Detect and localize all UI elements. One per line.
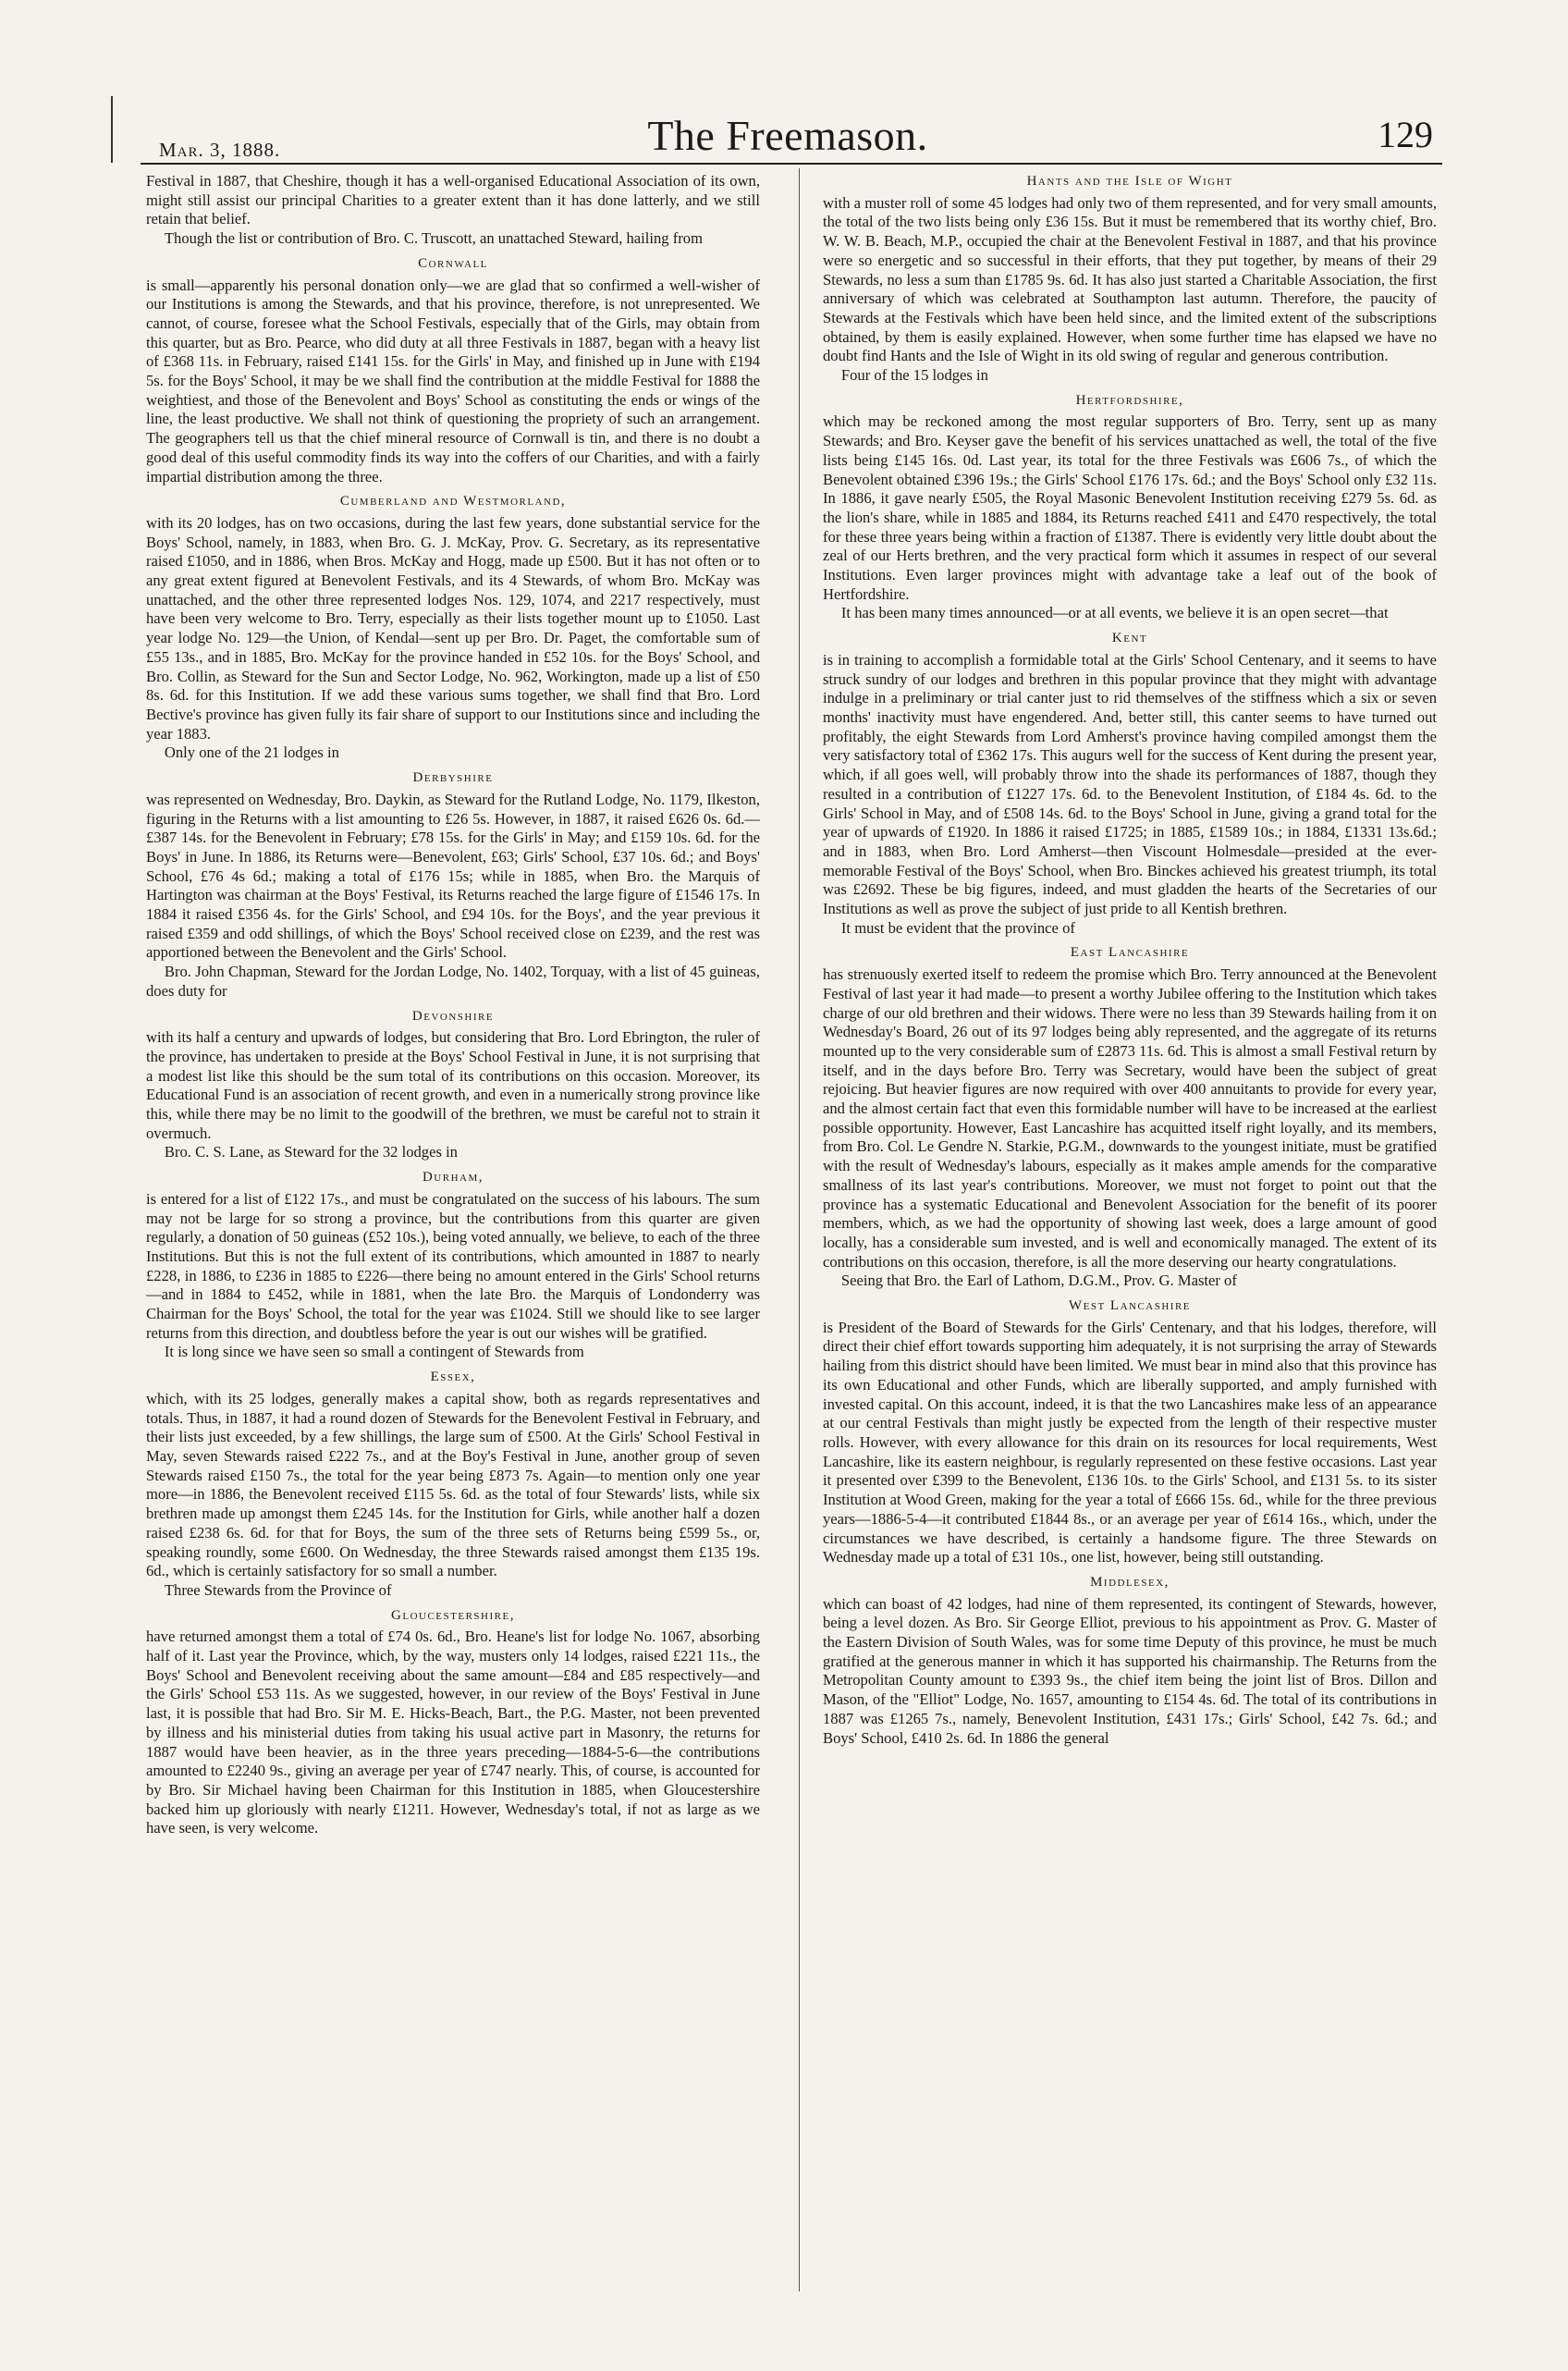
paragraph: is entered for a list of £122 17s., and must be congratulated on the success of his labours. The sum may not be large for so strong a province, but the contributions from this quarter are given regularly, a donation of 50 guineas (£52 10s.), being voted annually, we believe, to each of the three Institutions. But this is not the full extent of its contributions, which amounted in 1887 to nearly £228, in 1886, to £236 in 1885 to £226—there being no amount entered in the Girls' School returns—and in 1884 to £452, while in 1881, when the late Bro. the Marquis of Londonderry was Chairman for the Boys' School, the total for the year was £1024. Still we should like to see larger returns from this direction, and doubtless before the year is out our wishes will be gratified.	[146, 1189, 760, 1342]
section-heading-cumberland: Cumberland and Westmorland,	[339, 494, 567, 510]
paragraph: Bro. C. S. Lane, as Steward for the 32 lodges in	[164, 1143, 458, 1161]
paragraph: is in training to accomplish a formidable total at the Girls' School Centenary, and it seems to have struck sundry of our lodges and brethren in this popular province that they might with advantage indulge in a preliminary or trial canter just to rid themselves of the stiffness which a six or seven months' inactivity must have engendered. And, better still, this canter seems to have turned out profitably, the eight Stewards from Lord Amherst's province having compiled amongst them the very satisfactory total of £362 17s. This augurs well for the success of Kent during the present year, which, if all goes well, will probably throw into the shade its performances of 1887, though they resulted in a contribution of £1227 17s. 6d. to the Benevolent Institution, of £184 4s. 6d. to the Girls' School in May, and of £508 14s. 6d. to the Boys' School in June, giving a grand total for the year of upwards of £1920. In 1886 it raised £1725; in 1885, £1589 10s.; in 1884, £1331 13s.6d.; and in 1883, when Bro. Lord Amherst—then Viscount Holmesdale—presided at the ever-memorable Festival of the Boys' School, when Bro. Binckes achieved his greatest triumph, its total was £2692. These be big figures, indeed, and must gladden the hearts of the Secretaries of our Institutions as well as prove the subject of just pride to all Kentish brethren.	[823, 650, 1437, 918]
margin-rule	[111, 96, 113, 163]
paragraph: with a muster roll of some 45 lodges had only two of them represented, and for very small amounts, the total of the two lists being only £36 15s. But it must be remembered that its worthy chief, Bro. W. W. B. Beach, M.P., occupied the chair at the Benevolent Festival in 1887, and that his province were so energetic and so successful in their efforts, that they put together, by means of their 29 Stewards, no less a sum than £1785 9s. 6d. It has also just started a Charitable Association, the first anniversary of which was celebrated at Southampton last autumn. Therefore, the paucity of Stewards at the Festivals which have been held since, and the limited extent of the subscriptions obtained, by them is easily explained. However, when some further time has elapsed we have no doubt find Hants and the Isle of Wight in its old swing of regular and generous contribution.	[823, 193, 1437, 365]
paragraph: which, with its 25 lodges, generally makes a capital show, both as regards representatives and totals. Thus, in 1887, it had a round dozen of Stewards for the Benevolent Festival in February, and their lists just exceeded, by a few shillings, the large sum of £500. At the Girls' School Festival in May, seven Stewards raised £222 7s., and at the Boy's Festival in June, another group of seven Stewards raised £150 7s., the total for the year being £873 7s. Again—to mention only one year more—in 1886, the Benevolent received £115 5s. 6d. as the total of four Stewards' lists, while six brethren made up amongst them £245 14s. for the Institution for Girls, while another half a dozen raised £238 6s. 6d. for that for Boys, the sum of the three sets of Returns being £599 5s., or, speaking roundly, some £600. On Wednesday, the three Stewards raised amongst them £135 19s. 6d., which is certainly satisfactory for so small a number.	[146, 1389, 760, 1580]
section-heading-kent: Kent	[1111, 631, 1148, 646]
header-rule	[141, 163, 1442, 165]
section-heading-middlesex: Middlesex,	[1090, 1574, 1170, 1590]
paragraph: Seeing that Bro. the Earl of Lathom, D.G.M., Prov. G. Master of	[840, 1271, 1237, 1290]
paragraph: Bro. John Chapman, Steward for the Jordan Lodge, No. 1402, Torquay, with a list of 45 guineas, does duty for	[146, 963, 760, 1000]
paragraph: Festival in 1887, that Cheshire, though it has a well-organised Educational Association of its own, might still assist our principal Charities to a greater extent than it has done latterly, and we still retain that belief.	[146, 172, 760, 228]
section-heading-derbyshire: Derbyshire	[412, 770, 494, 786]
masthead	[131, 111, 1444, 163]
paragraph: It must be evident that the province of	[840, 918, 1075, 937]
section-heading-hants: Hants and the Isle of Wight	[1026, 174, 1233, 189]
section-heading-hertfordshire: Hertfordshire,	[1075, 392, 1184, 408]
paragraph: which can boast of 42 lodges, had nine of them represented, its contingent of Stewards, however, being a level dozen. As Bro. Sir George Elliot, previous to his appointment as Prov. G. Master of the Eastern Division of South Wales, was for some time Deputy of this province, he must be much gratified at the generous manner in which it has supported his chairmanship. The Returns from the Metropolitan County amount to £393 9s., the chief item being the joint list of Bros. Dillon and Mason, of the "Elliot" Lodge, No. 1657, amounting to £154 4s. 6d. The total of its contributions in 1887 was £1265 7s., namely, Benevolent Institution, £431 17s.; Girls' School, £42 7s. 6d.; and Boys' School, £410 2s. 6d. In 1886 the general	[823, 1594, 1437, 1747]
paragraph: It is long since we have seen so small a contingent of Stewards from	[164, 1343, 584, 1361]
left-column	[146, 172, 760, 1838]
paragraph: is President of the Board of Stewards for the Girls' Centenary, and that his lodges, therefore, will direct their chief effort towards supporting him adequately, it is not surprising the array of Stewards hailing from this district should have been limited. We must bear in mind also that this province has its own Educational and other Funds, which are liberally supported, and amply furnished with invested capital. On this account, indeed, it is that the two Lancashires make less of an appearance at our central Festivals than might justly be expected from the length of their respective muster rolls. However, with every allowance for this drain on its resources for local requirements, West Lancashire, like its eastern neighbour, is regularly represented on these festive occasions. Last year it presented over £399 to the Benevolent, £136 10s. to the Girls' School, and £131 5s. to its sister Institution at Wood Green, making for the year a total of £666 15s. 6d., while for the three previous years—1886-5-4—it contributed £1844 8s., or an average per year of £614 16s., which, under the circumstances we have described, is certainly a handsome figure. The three Stewards on Wednesday made up a total of £31 10s., one list, however, being still outstanding.	[823, 1318, 1437, 1566]
section-heading-west-lancashire: West Lancashire	[1068, 1298, 1192, 1314]
paragraph: Three Stewards from the Province of	[164, 1580, 392, 1599]
column-rule	[799, 168, 800, 2291]
section-heading-cornwall: Cornwall	[418, 255, 488, 271]
paragraph: with its half a century and upwards of lodges, but considering that Bro. Lord Ebrington, the ruler of the province, has undertaken to preside at the Boys' School Festival in June, it is not surprising that a modest list like this should be the sum total of its contributions on this occasion. Moreover, its Educational Fund is an association of recent growth, and even in a numerically strong province like this, while there may be no limit to the goodwill of the brethren, we must be careful not to strain it overmuch.	[146, 1028, 760, 1142]
section-heading-gloucestershire: Gloucestershire,	[391, 1607, 515, 1623]
newspaper-title: The Freemason.	[647, 112, 928, 159]
issue-date: Mar. 3, 1888.	[159, 139, 281, 161]
section-heading-durham: Durham,	[422, 1170, 484, 1186]
section-heading-east-lancashire: East Lancashire	[1070, 945, 1190, 961]
paragraph: with its 20 lodges, has on two occasions, during the last few years, done substantial service for the Boys' School, namely, in 1883, when Bro. G. J. McKay, Prov. G. Secretary, as its representative raised £1050, and in 1886, when Bros. McKay and Hogg, made up £500. But it has not often or to any great extent figured at Benevolent Festivals, and its 4 Stewards, of whom Bro. McKay was unattached, and the other three represented lodges Nos. 129, 1074, and 2217 respectively, must have been very welcome to Bro. Terry, especially as their lists together mount up to £1050. Last year lodge No. 129—the Union, of Kendal—sent up per Bro. Dr. Paget, the comfortable sum of £55 13s., and in 1885, Bro. McKay for the province handed in £52 10s. for the Boys' School, and Bro. Collin, as Steward for the Sun and Sector Lodge, No. 962, Workington, made up a list of £50 8s. 6d. for this Institution. If we add these various sums together, we shall find that Bro. Lord Bective's province has given fully its fair share of support to our Institutions since and including the year 1883.	[146, 513, 760, 743]
paragraph: Four of the 15 lodges in	[840, 366, 988, 385]
right-column	[823, 172, 1437, 1748]
paragraph: It has been many times announced—or at all events, we believe it is an open secret—that	[840, 604, 1389, 622]
paragraph: Only one of the 21 lodges in	[164, 743, 339, 762]
paragraph: which may be reckoned among the most regular supporters of Bro. Terry, sent up as many Stewards; and Bro. Keyser gave the benefit of his services unattached as well, the total of the five lists being £145 16s. 0d. Last year, its total for the three Festivals was £606 7s., of which the Benevolent obtained £396 19s.; the Girls' School £176 17s. 6d.; and the Boys' School only £32 11s. In 1886, it gave nearly £505, the Royal Masonic Benevolent Institution receiving £279 5s. 6d. as the lion's share, while in 1885 and 1884, its Returns reached £411 and £470 respectively, the total for these three years being within a fraction of £1387. There is evidently very little doubt about the zeal of our Herts brethren, and the very practical form which it assumes in respect of our several Institutions. Even larger provinces might with advantage take a leaf out of the book of Hertfordshire.	[823, 412, 1437, 603]
section-heading-devonshire: Devonshire	[411, 1008, 495, 1024]
section-heading-essex: Essex,	[430, 1370, 476, 1385]
paragraph: is small—apparently his personal donation only—we are glad that so confirmed a well-wisher of our Institutions is among the Stewards, and that his province, therefore, is not unrepresented. We cannot, of course, foresee what the School Festivals, especially that of the Girls, may obtain from this quarter, but as Bro. Pearce, who did duty at all three Festivals in 1887, began with a heavy list of £368 11s. in February, raised £141 15s. for the Girls' in May, and finished up in June with £194 5s. for the Boys' School, it may be we shall find the contribution at the middle Festival for 1888 the weightiest, and those of the Benevolent and Boys' School as constituting the ends or wings of the line, the least productive. We shall not think of questioning the propriety of such an arrangement. The geographers tell us that the chief mineral resource of Cornwall is tin, and there is no doubt a good deal of this useful commodity finds its way into the coffers of our Charities, and with a fairly impartial distribution among the three.	[146, 276, 760, 485]
paragraph: was represented on Wednesday, Bro. Daykin, as Steward for the Rutland Lodge, No. 1179, Ilkeston, figuring in the Returns with a list amounting to £26 5s. However, in 1887, it raised £626 0s. 6d.—£387 14s. for the Benevolent in February; £78 15s. for the Girls' in May; and £159 10s. 6d. for the Boys' in June. In 1886, its Returns were—Benevolent, £63; Girls' School, £37 10s. 6d.; and Boys' School, £76 4s 6d.; making a total of £176 15s; while in 1885, when Bro. the Marquis of Hartington was chairman at the Boys' Festival, its Returns reached the large figure of £1546 17s. In 1884 it raised £356 4s. for the Girls' School, and £94 10s. for the Boys', and the year previous it raised £359 and odd shillings, of which the Boys' School received close on £239, and the rest was apportioned between the Benevolent and the Girls' School.	[146, 790, 760, 962]
page-number: 129	[1378, 114, 1433, 155]
paragraph: has strenuously exerted itself to redeem the promise which Bro. Terry announced at the Benevolent Festival of last year it had made—to present a worthy Jubilee offering to the Institution which takes charge of our old brethren and their widows. There were no less than 39 Stewards hailing from it on Wednesday's Board, 26 out of its 97 lodges being ably represented, and the aggregate of its returns mounted up to the very considerable sum of £2873 11s. 6d. This is almost a small Festival return by itself, and in the days before Bro. Terry was Secretary, would have been the subject of great rejoicing. But heavier figures are now required with over 400 annuitants to provide for every year, and the almost certain fact that even this formidable number will have to be increased at the earliest possible opportunity. However, East Lancashire has acquitted itself right loyally, and its members, from Bro. Col. Le Gendre N. Starkie, P.G.M., downwards to the youngest initiate, must be gratified with the result of Wednesday's labours, especially as it makes ample amends for the comparative smallness of its last year's contributions. Moreover, we must not forget to point out that the province has a systematic Educational and Benevolent Association for the benefit of its poorer members, which, as we had the opportunity of showing last week, does a large amount of good locally, has a considerable sum invested, and is well and economically managed. The extent of its contributions on this occasion, therefore, is all the more deserving our hearty congratulations.	[823, 965, 1437, 1271]
paragraph: Though the list or contribution of Bro. C. Truscott, an unattached Steward, hailing from	[164, 229, 703, 248]
paragraph: have returned amongst them a total of £74 0s. 6d., Bro. Heane's list for lodge No. 1067, absorbing half of it. Last year the Province, which, by the way, musters only 14 lodges, raised £221 11s., the Boys' School and Benevolent receiving about the same amount—£84 and £85 respectively—and the Girls' School £53 11s. As we suggested, however, in our review of the Boys' Festival in June last, it is possible that had Bro. Sir M. E. Hicks-Beach, Bart., the P.G. Master, not been prevented by illness and his ministerial duties from taking his usual active part in Masonry, the returns for 1887 would have been heavier, as in the three years preceding—1884-5-6—the contributions amounted to £2240 9s., giving an average per year of £747 nearly. This, of course, is accounted for by Bro. Sir Michael having been Chairman for this Institution in 1885, when Gloucestershire backed him up gloriously with nearly £1211. However, Wednesday's total, if not as large as we have seen, is very welcome.	[146, 1628, 760, 1837]
